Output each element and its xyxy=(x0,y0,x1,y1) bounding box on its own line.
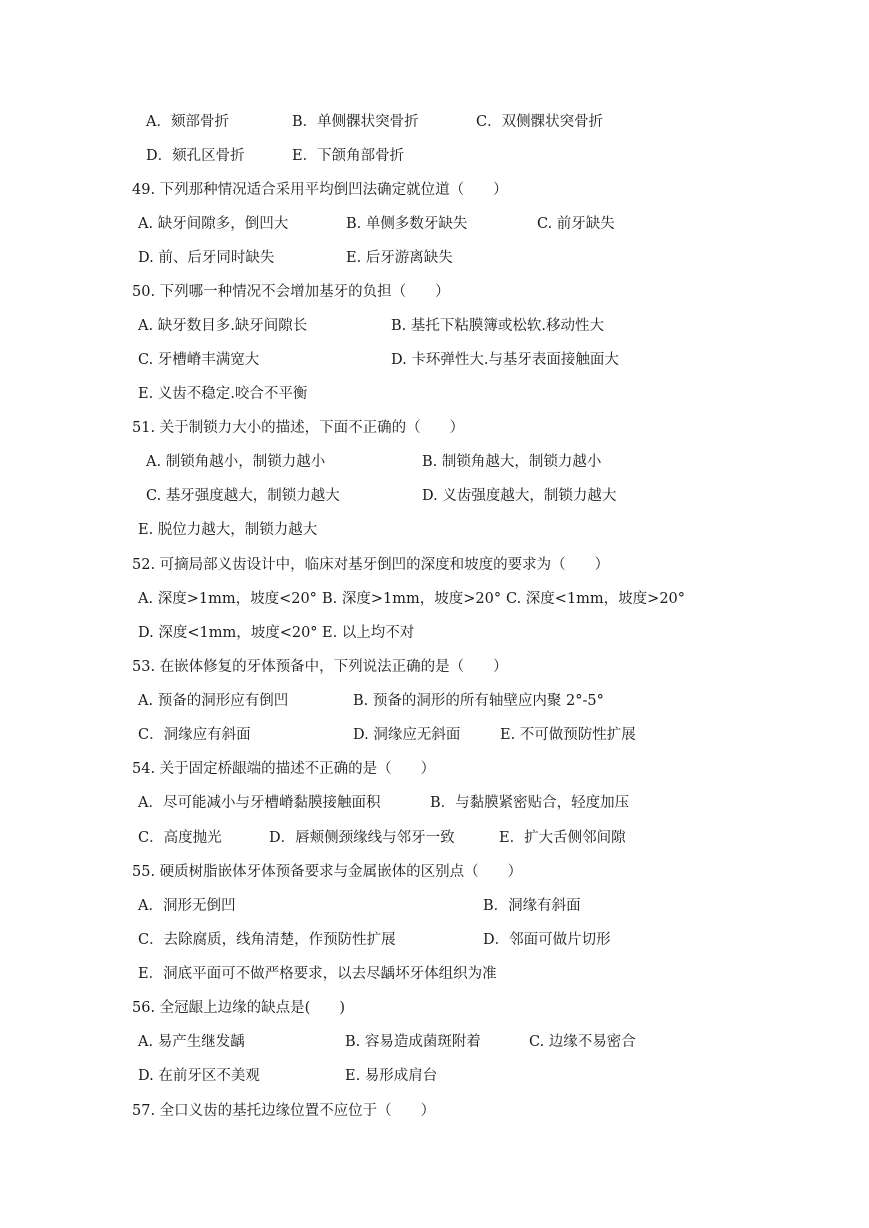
option-a: A. 缺牙间隙多，倒凹大 xyxy=(138,216,289,232)
option-e: E. 不可做预防性扩展 xyxy=(500,727,636,743)
question-49: 49. 下列那种情况适合采用平均倒凹法确定就位道（ ） xyxy=(132,182,508,198)
option-b: B．单侧髁状突骨折 xyxy=(292,114,419,130)
question-57: 57. 全口义齿的基托边缘位置不应位于（ ） xyxy=(132,1103,436,1119)
question-55: 55. 硬质树脂嵌体牙体预备要求与金属嵌体的区别点（ ） xyxy=(132,864,523,880)
option-c: C. 边缘不易密合 xyxy=(529,1034,636,1050)
option-a: A. 易产生继发龋 xyxy=(138,1034,245,1050)
question-52: 52. 可摘局部义齿设计中，临床对基牙倒凹的深度和坡度的要求为（ ） xyxy=(132,557,610,573)
option-d: D．颏孔区骨折 xyxy=(146,148,245,164)
option-a: A．洞形无倒凹 xyxy=(138,898,236,914)
question-54: 54. 关于固定桥龈端的描述不正确的是（ ） xyxy=(132,761,436,777)
option-b: B. 容易造成菌斑附着 xyxy=(345,1034,481,1050)
option-e: E. 脱位力越大，制锁力越大 xyxy=(138,522,318,538)
option-e: E．洞底平面可不做严格要求，以去尽龋坏牙体组织为准 xyxy=(138,966,497,982)
option-b: B. 基托下粘膜簿或松软.移动性大 xyxy=(391,318,604,334)
option-d: D. 深度<1mm，坡度<20° xyxy=(138,625,318,641)
question-50: 50. 下列哪一种情况不会增加基牙的负担（ ） xyxy=(132,284,450,300)
option-c: C. 牙槽嵴丰满宽大 xyxy=(138,352,260,368)
option-b: B．洞缘有斜面 xyxy=(483,898,581,914)
option-d: D．唇颊侧颈缘线与邻牙一致 xyxy=(269,830,455,846)
option-d: D．邻面可做片切形 xyxy=(483,932,611,948)
option-a: A. 制锁角越小，制锁力越小 xyxy=(146,454,326,470)
option-d: D. 前、后牙同时缺失 xyxy=(138,250,275,266)
option-d: D. 在前牙区不美观 xyxy=(138,1068,260,1084)
option-d: D. 洞缘应无斜面 xyxy=(353,727,461,743)
option-a: A. 深度>1mm，坡度<20° xyxy=(138,591,317,607)
option-a: A. 预备的洞形应有倒凹 xyxy=(138,693,289,709)
question-56: 56. 全冠龈上边缘的缺点是( ) xyxy=(132,1000,345,1016)
option-a: A．尽可能减小与牙槽嵴黏膜接触面积 xyxy=(138,795,381,811)
option-b: B. 预备的洞形的所有轴壁应内聚 2°-5° xyxy=(353,693,604,709)
question-51: 51. 关于制锁力大小的描述，下面不正确的（ ） xyxy=(132,420,465,436)
option-c: C．高度抛光 xyxy=(138,830,222,846)
option-e: E. 后牙游离缺失 xyxy=(346,250,453,266)
option-d: D. 义齿强度越大，制锁力越大 xyxy=(422,488,617,504)
option-b: B. 单侧多数牙缺失 xyxy=(346,216,468,232)
option-d: D. 卡环弹性大.与基牙表面接触面大 xyxy=(391,352,619,368)
option-b: B．与黏膜紧密贴合，轻度加压 xyxy=(430,795,630,811)
option-e: E. 义齿不稳定.咬合不平衡 xyxy=(138,386,308,402)
option-c: C. 基牙强度越大，制锁力越大 xyxy=(146,488,340,504)
question-53: 53. 在嵌体修复的牙体预备中，下列说法正确的是（ ） xyxy=(132,659,508,675)
option-e: E. 易形成肩台 xyxy=(345,1068,438,1084)
option-e: E. 以上均不对 xyxy=(322,625,415,641)
option-b: B. 制锁角越大，制锁力越小 xyxy=(422,454,602,470)
option-c: C. 深度<1mm，坡度>20° xyxy=(506,591,686,607)
option-e: E．下颌角部骨折 xyxy=(292,148,405,164)
option-c: C．双侧髁状突骨折 xyxy=(476,114,604,130)
option-c: C．去除腐质，线角清楚，作预防性扩展 xyxy=(138,932,396,948)
option-a: A. 缺牙数目多.缺牙间隙长 xyxy=(138,318,308,334)
option-c: C. 前牙缺失 xyxy=(537,216,615,232)
option-e: E．扩大舌侧邻间隙 xyxy=(499,830,626,846)
option-c: C．洞缘应有斜面 xyxy=(138,727,251,743)
option-b: B. 深度>1mm，坡度>20° xyxy=(322,591,502,607)
option-a: A．颏部骨折 xyxy=(146,114,229,130)
